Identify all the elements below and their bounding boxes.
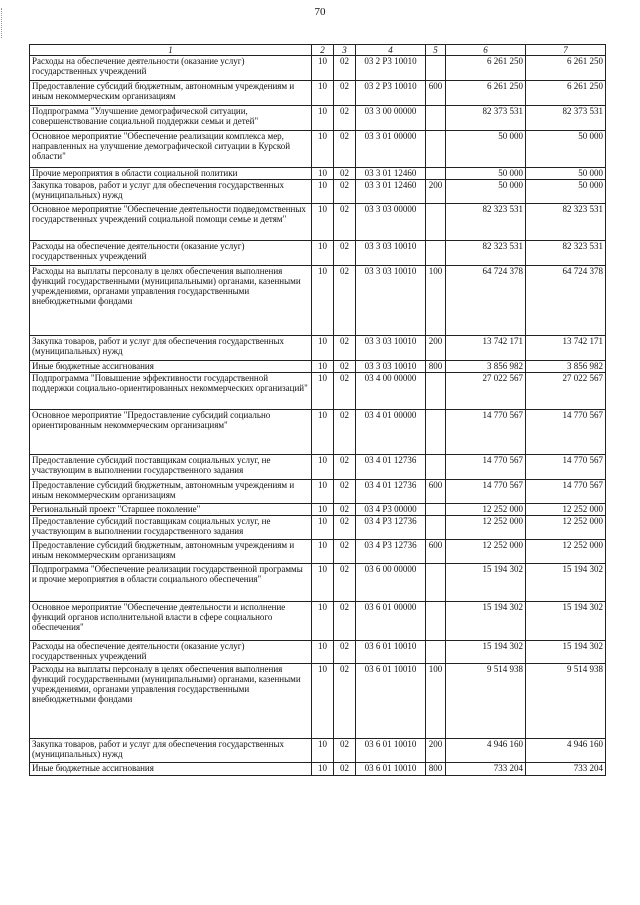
target-article: 03 3 01 12460 [356,168,426,180]
amount-year-1: 6 261 250 [446,56,526,81]
section-code: 10 [312,56,334,81]
amount-year-1: 50 000 [446,131,526,168]
row-name: Закупка товаров, работ и услуг для обеспечения государственных (муниципальных) нужд [30,739,312,763]
table-row [30,664,606,739]
expense-type: 100 [426,664,446,739]
section-code: 10 [312,131,334,168]
table-row [30,516,606,540]
subsection-code: 02 [334,131,356,168]
section-code: 10 [312,81,334,106]
page-number: 70 [314,6,326,18]
header-cell: 4 [356,45,426,56]
row-name: Закупка товаров, работ и услуг для обеспечения государственных (муниципальных) нужд [30,336,312,361]
subsection-code: 02 [334,564,356,602]
table-row [30,81,606,106]
subsection-code: 02 [334,56,356,81]
section-code: 10 [312,516,334,540]
amount-year-1: 14 770 567 [446,410,526,455]
table-row [30,602,606,641]
subsection-code: 02 [334,361,356,373]
amount-year-1: 14 770 567 [446,455,526,480]
section-code: 10 [312,739,334,763]
subsection-code: 02 [334,266,356,336]
expense-type [426,564,446,602]
target-article: 03 4 01 12736 [356,480,426,504]
table-row [30,266,606,336]
amount-year-2: 4 946 160 [526,739,606,763]
target-article: 03 4 01 12736 [356,455,426,480]
expense-type [426,504,446,516]
target-article: 03 6 01 10010 [356,641,426,664]
header-row [30,45,606,56]
target-article: 03 3 03 10010 [356,241,426,266]
expense-type [426,168,446,180]
section-code: 10 [312,602,334,641]
target-article: 03 3 03 10010 [356,361,426,373]
target-article: 03 2 Р3 10010 [356,56,426,81]
amount-year-1: 6 261 250 [446,81,526,106]
expense-type [426,106,446,131]
row-name: Основное мероприятие "Обеспечение деятельности подведомственных государственных учреждений социальной помощи семье и детям" [30,204,312,241]
expense-type [426,131,446,168]
row-name: Предоставление субсидий бюджетным, автономным учреждениям и иным некоммерческим организациям [30,81,312,106]
table-row [30,564,606,602]
row-name: Расходы на обеспечение деятельности (оказание услуг) государственных учреждений [30,56,312,81]
row-name: Расходы на обеспечение деятельности (оказание услуг) государственных учреждений [30,241,312,266]
subsection-code: 02 [334,168,356,180]
amount-year-2: 6 261 250 [526,56,606,81]
amount-year-2: 82 323 531 [526,241,606,266]
section-code: 10 [312,564,334,602]
header-cell: 1 [30,45,312,56]
amount-year-1: 82 323 531 [446,241,526,266]
target-article: 03 4 00 00000 [356,373,426,410]
amount-year-1: 12 252 000 [446,504,526,516]
table-row [30,763,606,776]
table-row [30,168,606,180]
target-article: 03 3 01 12460 [356,180,426,204]
section-code: 10 [312,664,334,739]
table-row [30,739,606,763]
amount-year-2: 50 000 [526,180,606,204]
row-name: Предоставление субсидий бюджетным, автономным учреждениям и иным некоммерческим организациям [30,540,312,564]
table-row [30,455,606,480]
subsection-code: 02 [334,410,356,455]
amount-year-2: 15 194 302 [526,564,606,602]
section-code: 10 [312,336,334,361]
amount-year-1: 15 194 302 [446,641,526,664]
section-code: 10 [312,241,334,266]
section-code: 10 [312,480,334,504]
amount-year-2: 14 770 567 [526,455,606,480]
section-code: 10 [312,540,334,564]
expense-type: 200 [426,180,446,204]
amount-year-1: 733 204 [446,763,526,776]
amount-year-2: 12 252 000 [526,504,606,516]
target-article: 03 6 01 00000 [356,602,426,641]
amount-year-1: 64 724 378 [446,266,526,336]
section-code: 10 [312,763,334,776]
expense-type [426,241,446,266]
expense-type [426,455,446,480]
expense-type [426,641,446,664]
target-article: 03 3 01 00000 [356,131,426,168]
subsection-code: 02 [334,540,356,564]
table-row [30,180,606,204]
row-name: Основное мероприятие "Обеспечение реализации комплекса мер, направленных на улучшение демографической ситуации в Курской области" [30,131,312,168]
target-article: 03 6 00 00000 [356,564,426,602]
expense-type [426,516,446,540]
section-code: 10 [312,168,334,180]
row-name: Подпрограмма "Улучшение демографической ситуации, совершенствование социальной поддержки семьи и детей" [30,106,312,131]
section-code: 10 [312,361,334,373]
amount-year-1: 15 194 302 [446,602,526,641]
amount-year-2: 14 770 567 [526,410,606,455]
amount-year-2: 733 204 [526,763,606,776]
amount-year-2: 82 323 531 [526,204,606,241]
row-name: Расходы на обеспечение деятельности (оказание услуг) государственных учреждений [30,641,312,664]
amount-year-2: 64 724 378 [526,266,606,336]
subsection-code: 02 [334,763,356,776]
amount-year-2: 3 856 982 [526,361,606,373]
target-article: 03 4 Р3 12736 [356,516,426,540]
target-article: 03 3 03 00000 [356,204,426,241]
amount-year-1: 4 946 160 [446,739,526,763]
subsection-code: 02 [334,516,356,540]
subsection-code: 02 [334,106,356,131]
expense-type [426,56,446,81]
amount-year-1: 82 373 531 [446,106,526,131]
expense-type: 200 [426,336,446,361]
target-article: 03 6 01 10010 [356,739,426,763]
row-name: Иные бюджетные ассигнования [30,763,312,776]
table-row [30,410,606,455]
amount-year-1: 12 252 000 [446,540,526,564]
subsection-code: 02 [334,641,356,664]
target-article: 03 4 Р3 00000 [356,504,426,516]
table-row [30,504,606,516]
expense-type: 600 [426,540,446,564]
row-name: Региональный проект "Старшее поколение" [30,504,312,516]
header-cell: 6 [446,45,526,56]
amount-year-1: 14 770 567 [446,480,526,504]
expense-type: 800 [426,763,446,776]
row-name: Предоставление субсидий бюджетным, автономным учреждениям и иным некоммерческим организациям [30,480,312,504]
row-name: Расходы на выплаты персоналу в целях обеспечения выполнения функций государственными (муниципальными) органами, казенными учреждениями, органами управления государственными внебюджетными фондами [30,266,312,336]
amount-year-1: 27 022 567 [446,373,526,410]
subsection-code: 02 [334,336,356,361]
amount-year-2: 50 000 [526,168,606,180]
table-row [30,241,606,266]
subsection-code: 02 [334,204,356,241]
subsection-code: 02 [334,81,356,106]
amount-year-2: 50 000 [526,131,606,168]
section-code: 10 [312,504,334,516]
target-article: 03 3 03 10010 [356,266,426,336]
expense-type: 600 [426,81,446,106]
header-cell: 3 [334,45,356,56]
amount-year-2: 13 742 171 [526,336,606,361]
expense-type: 800 [426,361,446,373]
section-code: 10 [312,106,334,131]
table-row [30,56,606,81]
amount-year-2: 12 252 000 [526,516,606,540]
table-row [30,204,606,241]
amount-year-1: 13 742 171 [446,336,526,361]
table-row [30,131,606,168]
amount-year-2: 15 194 302 [526,641,606,664]
amount-year-1: 82 323 531 [446,204,526,241]
expense-type: 600 [426,480,446,504]
table-row [30,336,606,361]
subsection-code: 02 [334,241,356,266]
row-name: Предоставление субсидий поставщикам социальных услуг, не участвующим в выполнении государственного задания [30,516,312,540]
section-code: 10 [312,641,334,664]
target-article: 03 2 Р3 10010 [356,81,426,106]
row-name: Подпрограмма "Обеспечение реализации государственной программы и прочие мероприятия в области социального обеспечения" [30,564,312,602]
subsection-code: 02 [334,664,356,739]
table-row [30,641,606,664]
amount-year-1: 50 000 [446,168,526,180]
subsection-code: 02 [334,373,356,410]
target-article: 03 4 Р3 12736 [356,540,426,564]
target-article: 03 3 00 00000 [356,106,426,131]
row-name: Прочие мероприятия в области социальной политики [30,168,312,180]
target-article: 03 6 01 10010 [356,763,426,776]
row-name: Предоставление субсидий поставщикам социальных услуг, не участвующим в выполнении государственного задания [30,455,312,480]
amount-year-2: 12 252 000 [526,540,606,564]
amount-year-2: 82 373 531 [526,106,606,131]
expense-type [426,410,446,455]
section-code: 10 [312,180,334,204]
header-cell: 7 [526,45,606,56]
table-row [30,480,606,504]
table-row [30,373,606,410]
row-name: Основное мероприятие "Обеспечение деятельности и исполнение функций органов исполнительной власти в сфере социального обеспечения" [30,602,312,641]
target-article: 03 4 01 00000 [356,410,426,455]
table-row [30,361,606,373]
expense-type: 200 [426,739,446,763]
row-name: Иные бюджетные ассигнования [30,361,312,373]
section-code: 10 [312,266,334,336]
table-row [30,540,606,564]
subsection-code: 02 [334,480,356,504]
amount-year-1: 50 000 [446,180,526,204]
expense-type: 100 [426,266,446,336]
subsection-code: 02 [334,739,356,763]
budget-table [29,44,606,776]
subsection-code: 02 [334,602,356,641]
amount-year-2: 6 261 250 [526,81,606,106]
expense-type [426,602,446,641]
amount-year-2: 15 194 302 [526,602,606,641]
section-code: 10 [312,455,334,480]
table-body [30,56,606,776]
amount-year-1: 15 194 302 [446,564,526,602]
amount-year-1: 12 252 000 [446,516,526,540]
row-name: Основное мероприятие "Предоставление субсидий социально ориентированным некоммерческим организациям" [30,410,312,455]
section-code: 10 [312,204,334,241]
target-article: 03 3 03 10010 [356,336,426,361]
amount-year-2: 9 514 938 [526,664,606,739]
row-name: Расходы на выплаты персоналу в целях обеспечения выполнения функций государственными (муниципальными) органами, казенными учреждениями, органами управления государственными внебюджетными фондами [30,664,312,739]
subsection-code: 02 [334,504,356,516]
expense-type [426,373,446,410]
table-row [30,106,606,131]
subsection-code: 02 [334,455,356,480]
row-name: Подпрограмма "Повышение эффективности государственной поддержки социально-ориентированных некоммерческих организаций" [30,373,312,410]
section-code: 10 [312,373,334,410]
section-code: 10 [312,410,334,455]
amount-year-2: 27 022 567 [526,373,606,410]
header-cell: 5 [426,45,446,56]
amount-year-1: 3 856 982 [446,361,526,373]
expense-type [426,204,446,241]
target-article: 03 6 01 10010 [356,664,426,739]
row-name: Закупка товаров, работ и услуг для обеспечения государственных (муниципальных) нужд [30,180,312,204]
subsection-code: 02 [334,180,356,204]
amount-year-1: 9 514 938 [446,664,526,739]
amount-year-2: 14 770 567 [526,480,606,504]
header-cell: 2 [312,45,334,56]
